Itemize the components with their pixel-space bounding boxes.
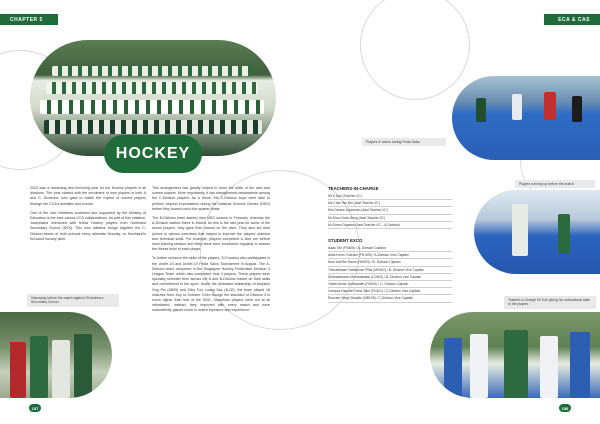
- team-row: [44, 120, 262, 134]
- paragraph: To further enhance the skills of the players, SJI hockey also participated in the Under-15 and Under-19 Festa Salvo Tournament in August. The A-Division team competed in the Singapore Hockey Federation Division 3 League Team, which also comprised Year 3 players. These players were specially selected from across the A and B-Division based on their skills and commitment to the sport. Under the dedicated leadership of Aloysius Ong Pin (4B09) and Toby Foo Loong Sac (4L02), the team played 16 matches from July to October. Even though the standard of Division 3 is much higher than that of the NSG, Josephian players were not at all intimidated. Instead, they improved with every match and have undoubtedly gained much in match exposure and experience.: [152, 256, 270, 313]
- middle-column-text: [152, 186, 270, 318]
- paragraph: One of the new initiatives endorsed and supported by the Ministry of Education is the inter-school CCA collaborations. As part of this initiative, Josephians interacted with fellow Hockey players from Northland Secondary School (NSS). This new initiative brings together the C-Division teams of both schools every alternate Monday, on Northland's full-sized hockey pitch.: [30, 210, 146, 241]
- list-item: Mr Khoo Hock Hong (Asst Teacher I/C): [328, 215, 452, 222]
- list-item: Isaac Tan (FN406) / A- Division Captain: [328, 245, 452, 252]
- teachers-heading: TEACHERS-IN-CHARGE: [328, 186, 379, 191]
- coach-figure: [504, 330, 528, 398]
- gameplay-caption: [27, 294, 119, 307]
- left-column-text: [30, 186, 146, 246]
- player-figure: [30, 336, 48, 398]
- list-item: Yadav Arnav Vishwanath (FN401) / C- Division Captain: [328, 281, 452, 288]
- page-number-left: [29, 404, 41, 412]
- player-figure: [444, 338, 462, 398]
- action-photo-1: [452, 76, 600, 160]
- page-title: [104, 135, 202, 173]
- page-number-right: [559, 404, 571, 412]
- action-photo-2: [474, 190, 600, 274]
- list-item: Adrik Keren Gotham (FN 605) / A-Division Vice Captain: [328, 252, 452, 259]
- huddle-photo: [0, 312, 112, 398]
- team-row: [40, 100, 264, 114]
- player-figure: [544, 92, 556, 120]
- page-number-text: 157: [31, 405, 39, 411]
- player-figure: [52, 340, 70, 398]
- paragraph: 2023 was a rewarding and enriching year for the Hockey players in all divisions. The year started with the enrolment of new players in both A and C- Divisions, who grew to match the rhythm of current players through the CCA's activities and events.: [30, 186, 146, 206]
- section-label: ECA & CAS: [558, 16, 590, 23]
- list-item: Noor Adil Bin Razni (H4H03) / B- Division Captain: [328, 259, 452, 266]
- warmup-caption: [515, 180, 595, 188]
- paragraph: This arrangement has greatly helped to hone the skills of the new and current players. More importantly, it has strengthened camaraderie among the C-Division players. As a result, the C-Division boys were able to perform beyond expectations during the National Schools Games (NSG) before they bowed out in the quarter-finals.: [152, 186, 270, 211]
- list-item: Mr K.Arul (Teacher I/C): [328, 193, 452, 200]
- caption-text: Teacher-in-Charge Mr Koh giving his motivational talks to the players: [508, 298, 590, 307]
- teachers-list: [328, 186, 452, 229]
- list-item: Campos Raphael Drew Tabo (FN101) / C-Division Vice Captain: [328, 288, 452, 295]
- chapter-label: CHAPTER 5: [10, 16, 43, 23]
- list-item: Ms Chen Wu Bin (Asst Teacher I/C): [328, 200, 452, 207]
- player-figure: [512, 204, 528, 256]
- paragraph: The B-Division team started their NSG season in February, whereas the A-Division started theirs in March. As this is the last year for some of the senior players, they gave their utmost on the pitch. They also led their juniors in various exercises that helped to improve the players' stamina and technical skills. For example, players completed a 4km run before each training session and beep tests were conducted regularly to assess the fitness level of each player.: [152, 216, 270, 252]
- list-item: Rouveer Singh Sandhu (MB105) / C-Division Vice Captain: [328, 295, 452, 302]
- caption-text: Players running up before the match: [519, 182, 574, 186]
- page-title-text: HOCKEY: [115, 145, 191, 162]
- page-number-text: 158: [561, 405, 569, 411]
- player-figure: [570, 332, 590, 398]
- exco-list: [328, 238, 452, 303]
- list-item: Thevathirash Yatuthevan Pillai (MH402) / B- Division Vice Captain: [328, 267, 452, 274]
- player-figure: [10, 342, 26, 398]
- list-item: Dhanasekaran Mohanabalan (LD402) / B- Division Vice Captain: [328, 274, 452, 281]
- caption-text: Gameplay before the match against St Andrew's Secondary School: [31, 296, 104, 305]
- list-item: Mr Suren Dayalan (Asst Teacher I/C – A-Division): [328, 222, 452, 229]
- action-caption: [362, 138, 446, 146]
- chapter-tab: [0, 14, 58, 25]
- section-tab: [544, 14, 600, 25]
- coach-caption: [504, 296, 596, 309]
- team-row: [46, 82, 258, 94]
- player-figure: [540, 336, 558, 398]
- player-figure: [470, 334, 488, 398]
- decor-ring: [360, 0, 470, 100]
- player-figure: [558, 214, 570, 254]
- player-figure: [512, 94, 522, 120]
- player-figure: [476, 98, 486, 122]
- player-figure: [572, 96, 582, 122]
- player-figure: [74, 334, 92, 398]
- coach-photo: [430, 312, 600, 398]
- list-item: Mrs Denise Joyceelan (Asst Teacher I/C): [328, 207, 452, 214]
- exco-heading: STUDENT EXCO: [328, 238, 363, 243]
- team-row: [52, 66, 252, 76]
- caption-text: Players in action during Festa Salvo: [366, 140, 421, 144]
